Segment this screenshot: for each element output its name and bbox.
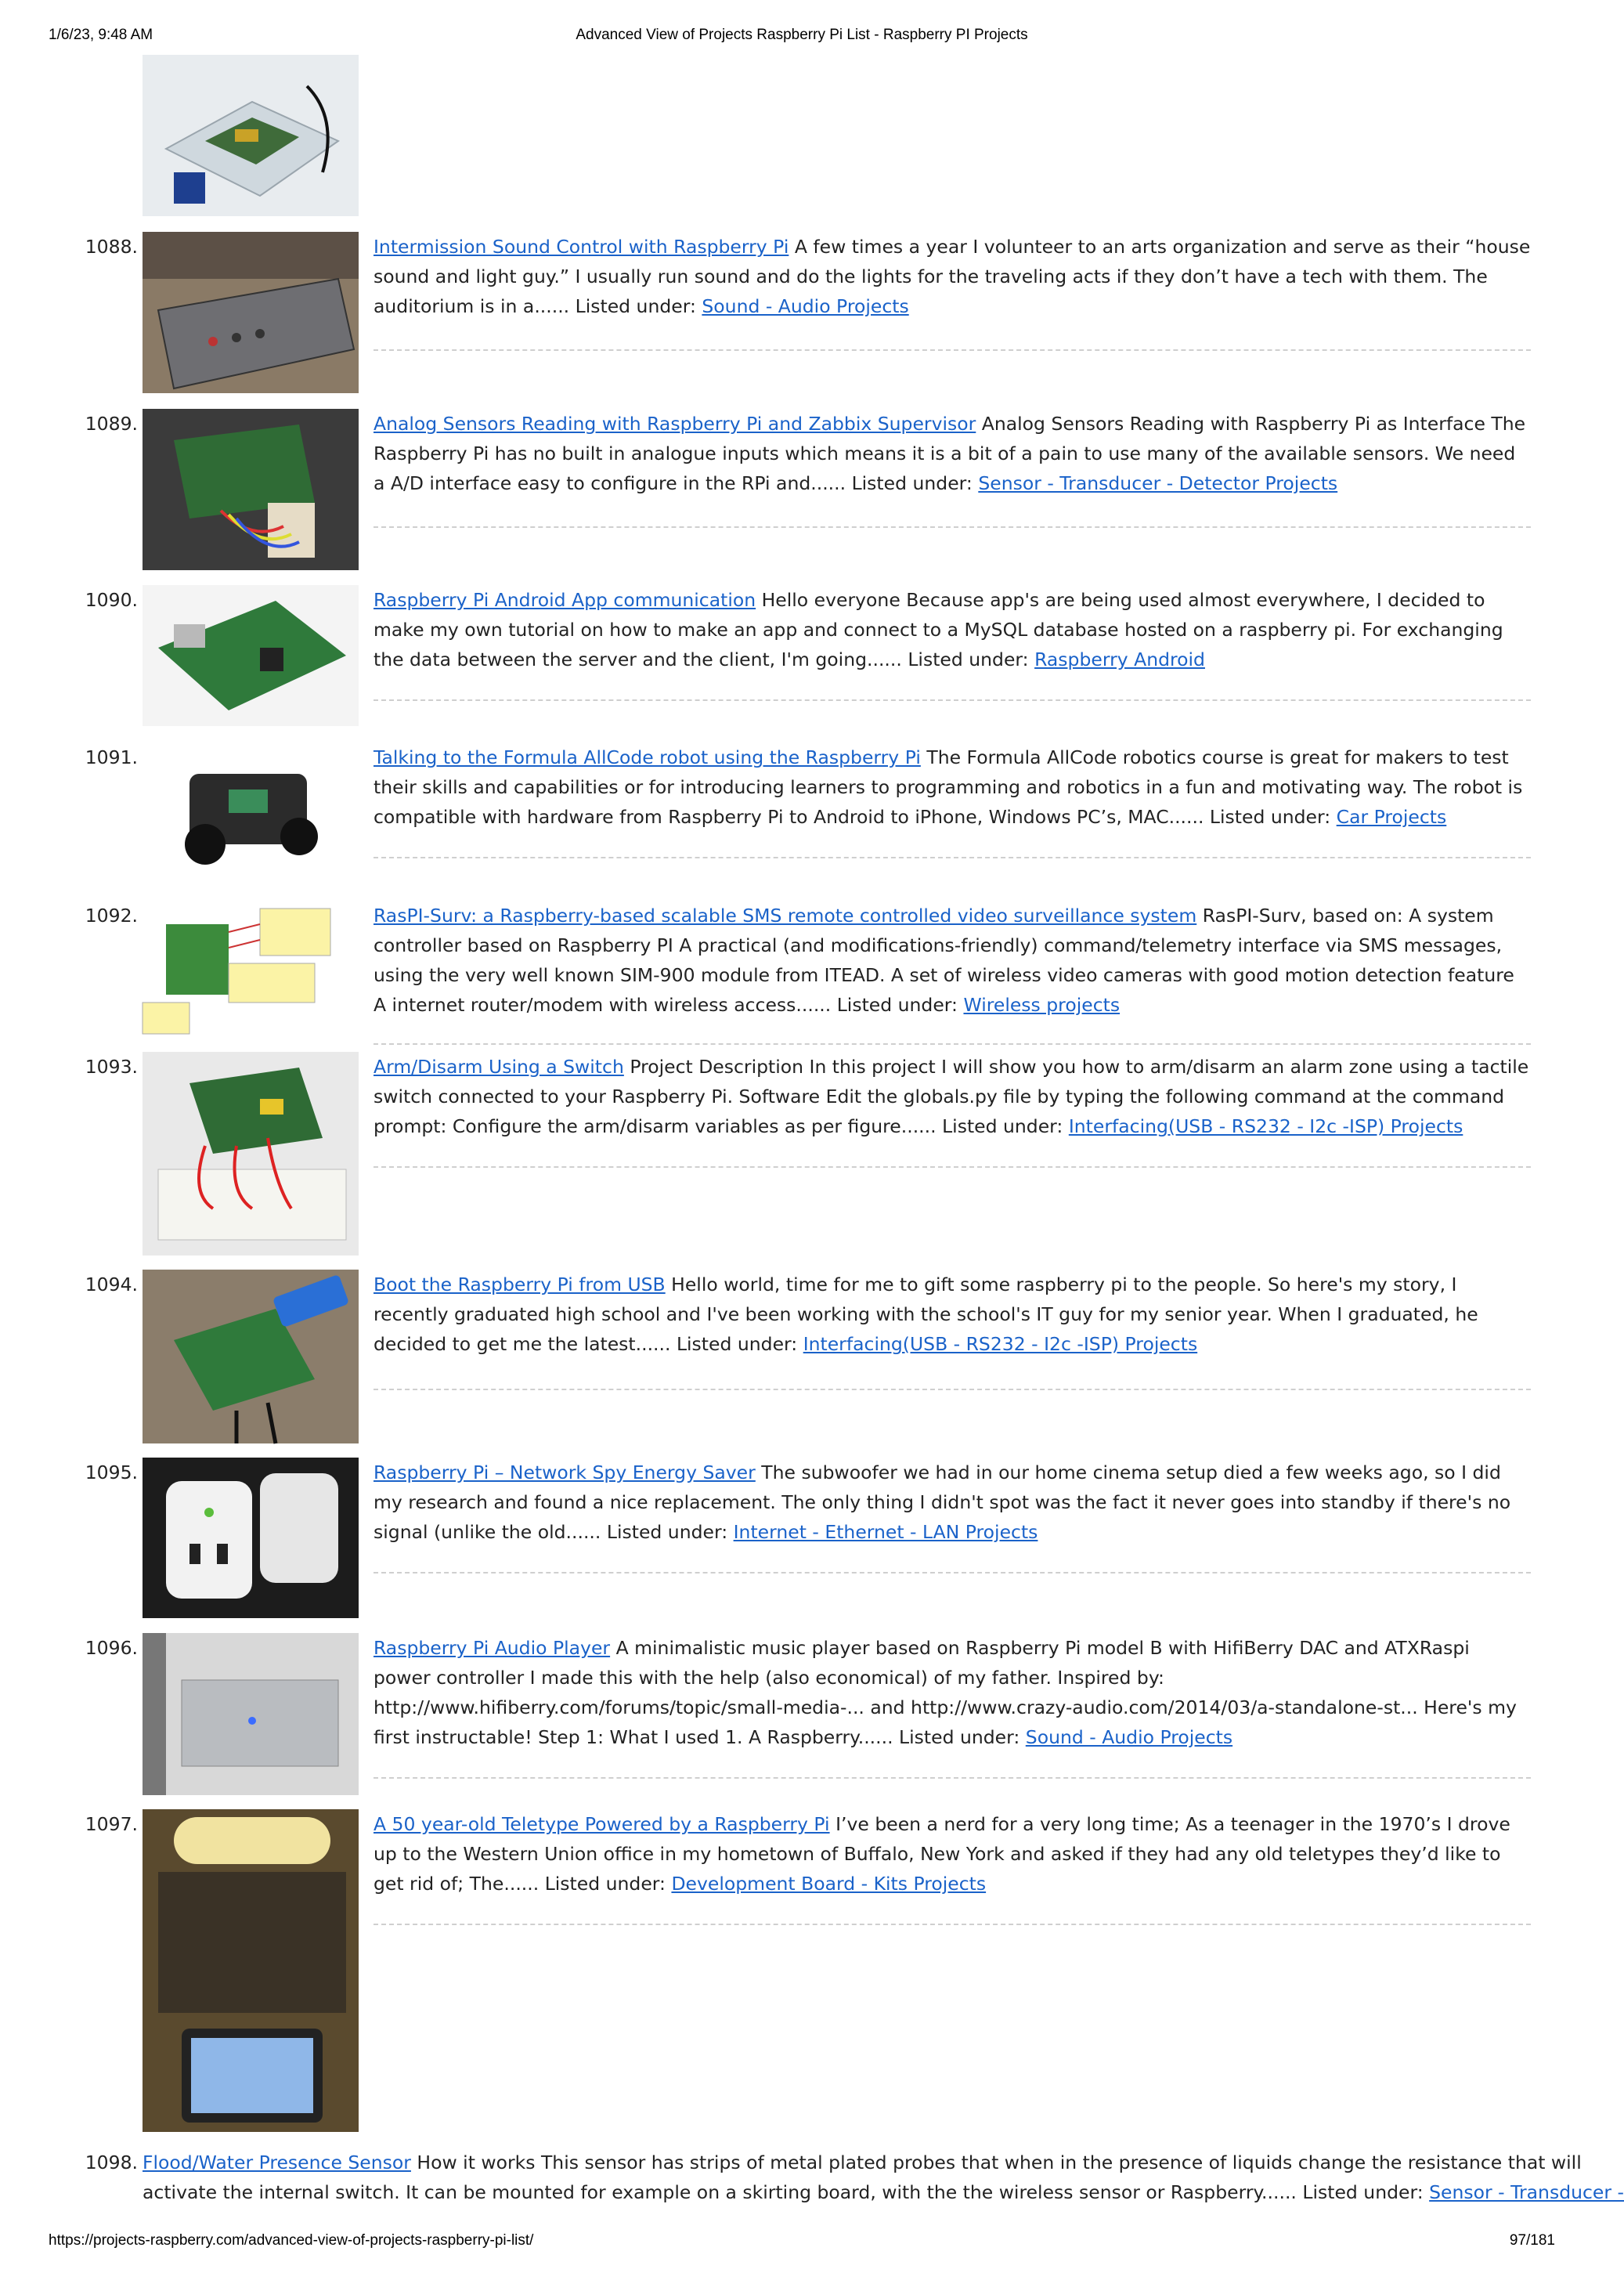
project-thumbnail[interactable] [143,1270,359,1443]
listed-under-label: Listed under: [606,1521,728,1543]
item-description [374,901,1531,1020]
category-link[interactable]: Sensor - Transducer - Detector Projects [978,472,1338,494]
item-separator [374,1924,1531,1925]
item-number: 1089. [85,413,138,435]
project-thumbnail-1087[interactable] [143,55,359,216]
item-separator [374,1166,1531,1168]
category-link[interactable]: Internet - Ethernet - LAN Projects [733,1521,1038,1543]
item-number: 1096. [85,1637,138,1659]
item-description [374,1633,1531,1752]
project-summary: Hello everyone Because app's are being used almost everywhere, I decided to make my own tutorial on how to make an app and connect to a MySQL database hosted on a raspberry pi. For exchanging the data between the server and the client, I'm going...... [374,589,1503,670]
item-separator [374,857,1531,858]
item-description [374,1458,1531,1547]
item-number: 1095. [85,1461,138,1483]
project-link[interactable]: Boot the Raspberry Pi from USB [374,1274,666,1295]
wiring-diagram-image [143,901,359,1034]
category-link[interactable]: Sensor - Transducer - [1429,2181,1624,2203]
project-summary: Hello world, time for me to gift some raspberry pi to the people. So here's my story, I recently graduated high school and I've been working with the school's IT guy for my senior year. When I graduated, he decided to get me the latest...... [374,1274,1478,1355]
project-link[interactable]: Talking to the Formula AllCode robot using the Raspberry Pi [374,746,921,768]
item-number: 1091. [85,746,138,768]
project-summary: The Formula AllCode robotics course is great for makers to test their skills and capabilities or for introducing learners to programming and robotics in a fun and motivating way. The robot is compatible with hardware from Raspberry Pi to Android to iPhone, Windows PC’s, MAC...... [374,746,1523,828]
item-separator [374,1572,1531,1573]
project-link[interactable]: Analog Sensors Reading with Raspberry Pi and Zabbix Supervisor [374,413,976,435]
category-link[interactable]: Interfacing(USB - RS232 - I2c -ISP) Projects [803,1333,1198,1355]
print-footer [49,2232,1555,2253]
project-summary: A few times a year I volunteer to an arts organization and serve as their “house sound and light guy.” I usually run sound and do the lights for the traveling acts if they don’t have a tech with them. The auditorium is in a...... [374,236,1531,317]
listed-under-label: Listed under: [1209,806,1331,828]
category-link[interactable]: Sound - Audio Projects [702,295,909,317]
listed-under-label: Listed under: [942,1115,1063,1137]
item-number: 1090. [85,589,138,611]
item-number: 1098. [85,2152,138,2173]
category-link[interactable]: Interfacing(USB - RS232 - I2c -ISP) Projects [1068,1115,1463,1137]
item-description [143,2148,1624,2207]
project-summary: A minimalistic music player based on Raspberry Pi model B with HifiBerry DAC and ATXRaspi power controller I made this with the help (also economical) of my father. Inspired by: http://www.hifiberry.com/forums/topic/small-media-... and http://www.crazy-audio.com/2014/03/a-standalone-st... Here's my first instructable! Step 1: What I used 1. A Raspberry...... [374,1637,1517,1748]
sensor-board-image [143,409,359,570]
project-link[interactable]: Flood/Water Presence Sensor [143,2152,411,2173]
project-thumbnail[interactable] [143,232,359,393]
category-link[interactable]: Development Board - Kits Projects [671,1873,987,1895]
project-link[interactable]: Arm/Disarm Using a Switch [374,1056,624,1078]
listed-under-label: Listed under: [836,994,958,1016]
description-line-1 [143,2148,1582,2177]
project-summary: The subwoofer we had in our home cinema setup died a few weeks ago, so I did my research and found a nice replacement. The only thing I didn't spot was the fact it never goes into standby if there's no signal (unlike the old...... [374,1461,1511,1543]
project-link[interactable]: Raspberry Pi – Network Spy Energy Saver [374,1461,756,1483]
audio-rack-image [143,232,359,393]
category-link[interactable]: Raspberry Android [1034,649,1205,670]
smart-plug-image [143,1458,359,1618]
listed-under-label: Listed under: [544,1873,666,1895]
description-line-2 [143,2177,1624,2207]
project-thumbnail[interactable] [143,1809,359,2132]
item-separator [374,699,1531,701]
project-thumbnail[interactable] [143,585,359,726]
breadboard-switch-image [143,1052,359,1256]
project-thumbnail[interactable] [143,409,359,570]
item-separator [374,1043,1531,1045]
project-link[interactable]: Raspberry Pi Audio Player [374,1637,611,1659]
item-description [374,742,1531,832]
item-description [374,1809,1531,1899]
listed-under-label: Listed under: [908,649,1029,670]
item-separator [374,526,1531,528]
project-summary: Project Description In this project I will show you how to arm/disarm an alarm zone using a tactile switch connected to your Raspberry Pi. Software Edit the globals.py file by typing the following command at the command prompt: Configure the arm/disarm variables as per figure...... [374,1056,1529,1137]
listed-under-label: Listed under: [1302,2181,1424,2203]
project-summary: Analog Sensors Reading with Raspberry Pi as Interface The Raspberry Pi has no built in analogue inputs which means it is a bit of a pain to use many of the available sensors. We need a A/D interface easy to configure in the RPi and...... [374,413,1526,494]
project-thumbnail[interactable] [143,1458,359,1618]
project-link[interactable]: Raspberry Pi Android App communication [374,589,756,611]
project-summary: I’ve been a nerd for a very long time; As a teenager in the 1970’s I drove up to the Western Union office in my hometown of Buffalo, New York and asked if they had any old teletypes they’d like to get rid of; The...... [374,1813,1510,1895]
category-link[interactable]: Wireless projects [963,994,1121,1016]
print-page-number: 97/181 [1509,2232,1555,2249]
category-link[interactable]: Sound - Audio Projects [1025,1726,1233,1748]
item-separator [374,349,1531,351]
category-link[interactable]: Car Projects [1336,806,1447,828]
project-thumbnail[interactable] [143,901,359,1034]
listed-under-label: Listed under: [899,1726,1020,1748]
item-number: 1092. [85,905,138,927]
item-description [374,409,1531,498]
item-separator [374,1777,1531,1779]
project-link[interactable]: A 50 year-old Teletype Powered by a Raspberry Pi [374,1813,830,1835]
project-thumbnail[interactable] [143,1052,359,1256]
item-separator [374,1389,1531,1390]
item-number: 1094. [85,1274,138,1295]
print-datetime: 1/6/23, 9:48 AM [49,27,153,43]
project-thumbnail[interactable] [143,742,359,876]
print-url: https://projects-raspberry.com/advanced-view-of-projects-raspberry-pi-list/ [49,2232,534,2249]
item-description [374,1052,1531,1141]
usb-boot-image [143,1270,359,1443]
raspberry-pi-case-image [143,55,359,216]
listed-under-label: Listed under: [851,472,973,494]
item-description [374,1270,1531,1359]
item-description [374,585,1531,674]
project-summary: How it works This sensor has strips of metal plated probes that when in the presence of liquids change the resistance that will [417,2152,1582,2173]
project-link[interactable]: RasPI-Surv: a Raspberry-based scalable SMS remote controlled video surveillance system [374,905,1197,927]
project-summary-continued: activate the internal switch. It can be mounted for example on a skirting board, with the the wireless sensor or Raspberry...... [143,2181,1297,2203]
raspberry-pi-board-image [143,585,359,726]
project-thumbnail[interactable] [143,1633,359,1795]
item-number: 1088. [85,236,138,258]
item-number: 1097. [85,1813,138,1835]
project-link[interactable]: Intermission Sound Control with Raspberry Pi [374,236,789,258]
print-page-title: Advanced View of Projects Raspberry Pi List - Raspberry PI Projects [576,27,1028,43]
item-number: 1093. [85,1056,138,1078]
teletype-image [143,1809,359,2132]
audio-player-image [143,1633,359,1795]
project-summary: RasPI-Surv, based on: A system controller based on Raspberry PI A practical (and modifications-friendly) command/telemetry interface via SMS messages, using the very well known SIM-900 module from ITEAD. A set of wireless video cameras with good motion detection feature A internet router/modem with wireless access...... [374,905,1514,1016]
listed-under-label: Listed under: [676,1333,798,1355]
listed-under-label: Listed under: [575,295,696,317]
item-description [374,232,1531,321]
robot-image [143,742,359,876]
